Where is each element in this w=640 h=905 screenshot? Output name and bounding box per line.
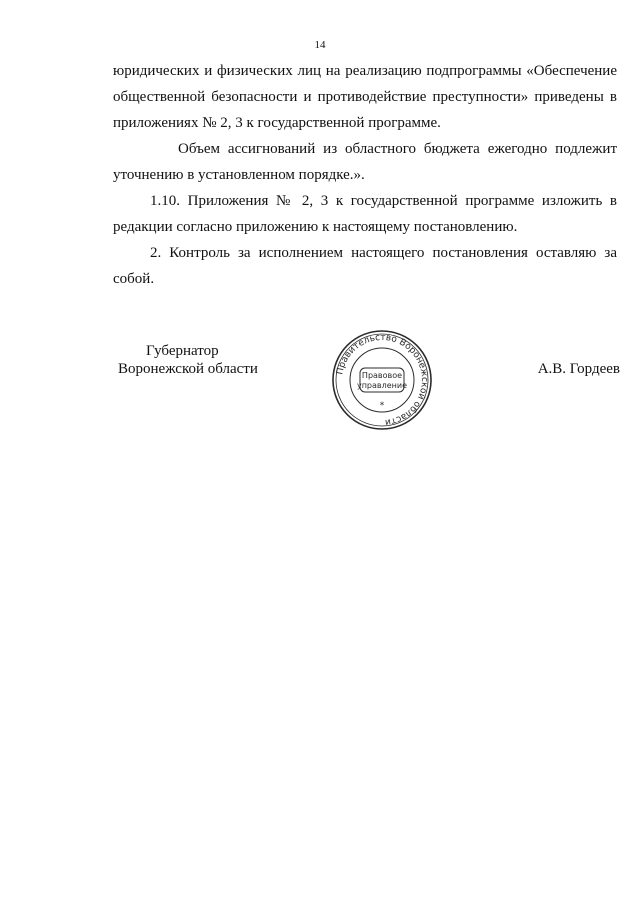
page-number: 14: [314, 39, 326, 51]
paragraph-item-2: 2. Контроль за исполнением настоящего постановления оставляю за собой.: [113, 245, 617, 287]
official-seal-stamp: [330, 328, 434, 432]
seal-star-mark: *: [379, 401, 385, 411]
paragraph-item-1-10: 1.10. Приложения № 2, 3 к государственной программе изложить в редакции согласно приложению к настоящему постановлению.: [113, 193, 617, 235]
signatory-title-line1: Губернатор: [146, 343, 219, 359]
signatory-title-line2: Воронежской области: [118, 361, 258, 377]
paragraph-allocations: Объем ассигнований из областного бюджета ежегодно подлежит уточнению в установленном порядке.».: [113, 141, 617, 183]
seal-inner-line2: управление: [356, 381, 408, 390]
paragraph-funding-continuation: юридических и физических лиц на реализацию подпрограммы «Обеспечение общественной безопасности и противодействие преступности» приведены в приложениях № 2, 3 к государственной программе.: [113, 63, 617, 131]
seal-outer-ring: [333, 331, 431, 429]
signatory-name: А.В. Гордеев: [537, 361, 620, 377]
document-body: [113, 58, 617, 292]
seal-ring-text: Правительство Воронежской области: [335, 332, 430, 427]
signatory-title: [118, 342, 278, 378]
seal-inner-line1: Правовое: [361, 371, 403, 380]
